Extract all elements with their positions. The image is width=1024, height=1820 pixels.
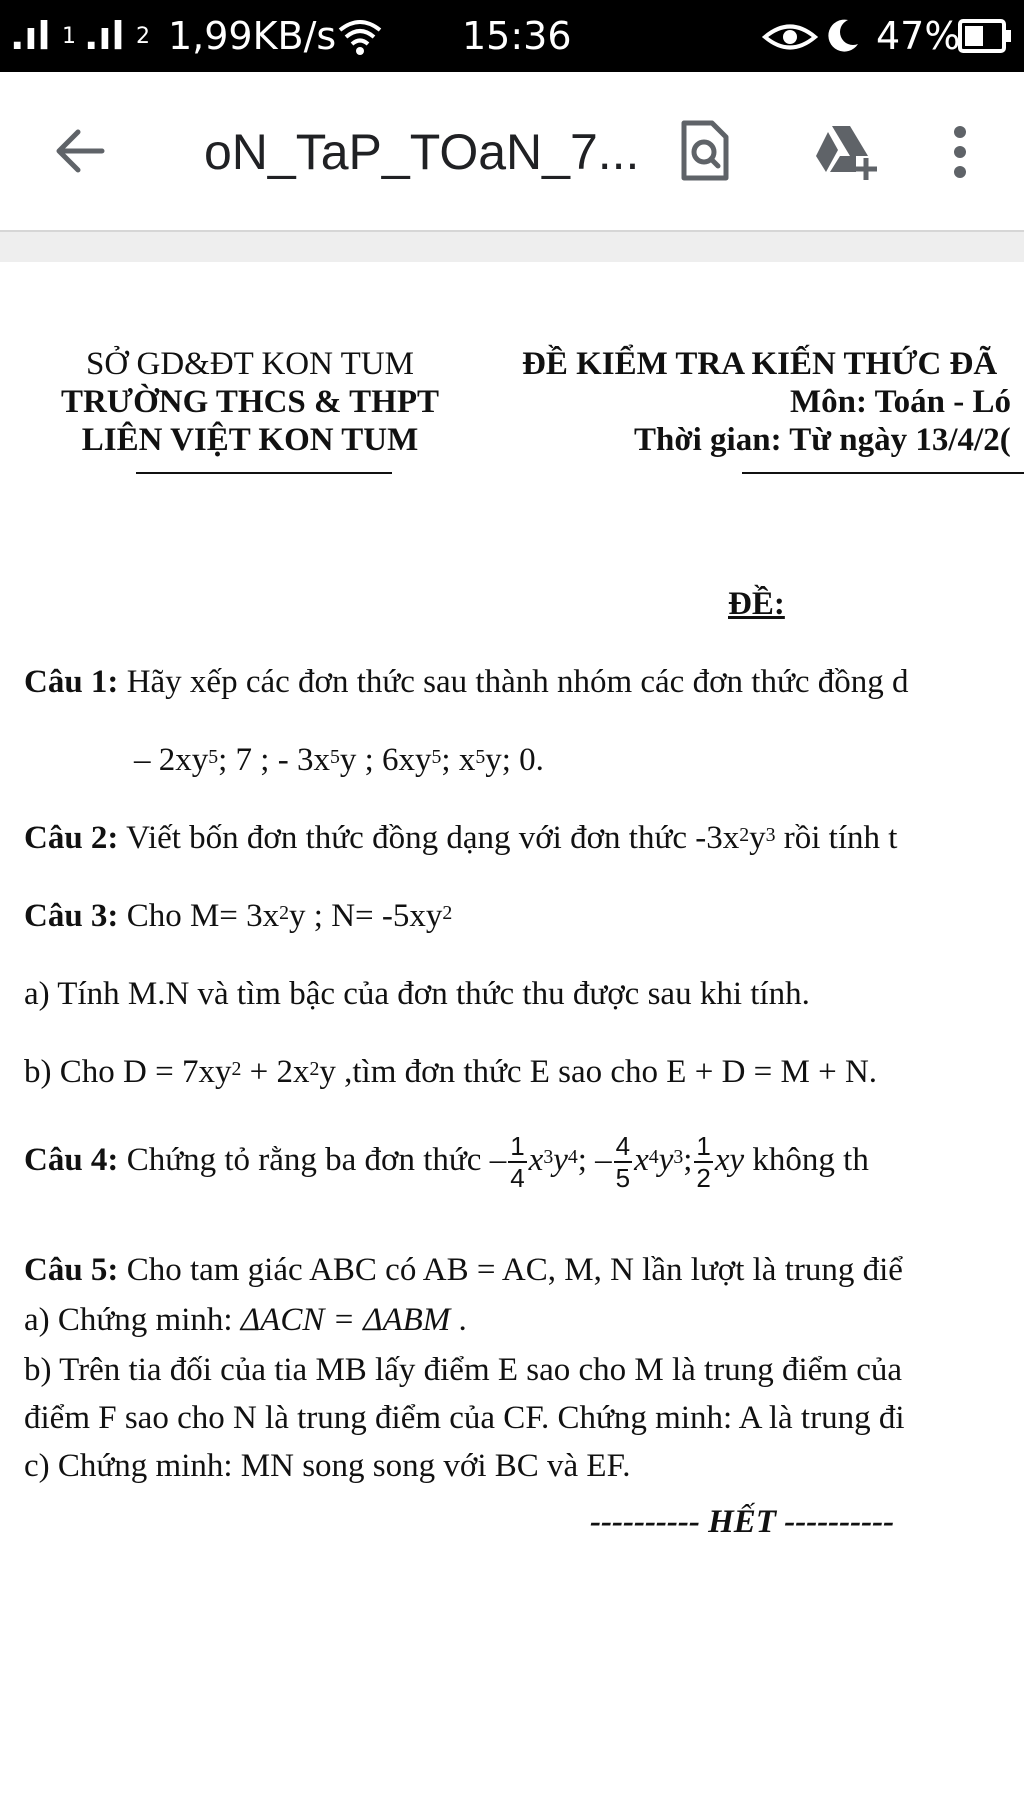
exponent: 2 — [309, 1058, 320, 1080]
monomial-e: y; 0. — [485, 742, 544, 778]
exponent: 2 — [231, 1058, 242, 1080]
battery-icon — [958, 18, 1014, 54]
fraction-numerator: 1 — [696, 1131, 711, 1162]
question-5a-text: . — [450, 1302, 467, 1338]
question-2-text: Viết bốn đơn thức đồng dạng với đơn thức -3x — [118, 820, 740, 856]
question-3-text: Cho M= 3x — [118, 898, 280, 934]
fraction-numerator: 1 — [510, 1131, 525, 1162]
variable: y — [553, 1142, 568, 1178]
moon-icon — [822, 16, 862, 56]
separator: ; — [683, 1142, 693, 1178]
question-5-label: Câu 5: — [24, 1252, 119, 1288]
battery-percent: 47% — [876, 14, 961, 58]
exponent: 5 — [329, 746, 340, 768]
eye-comfort-icon — [762, 20, 818, 54]
question-5 — [24, 1250, 903, 1290]
question-5a-text: a) Chứng minh: — [24, 1302, 241, 1338]
question-1 — [24, 662, 908, 702]
question-3a: a) Tính M.N và tìm bậc của đơn thức thu được sau khi tính. — [24, 976, 810, 1012]
monomial-a: – 2xy — [134, 742, 209, 778]
exponent: 4 — [567, 1146, 578, 1168]
document-page[interactable] — [0, 262, 1024, 1820]
toolbar-divider — [0, 232, 1024, 262]
app-bar — [0, 72, 1024, 232]
question-3b-text: + 2x — [241, 1054, 310, 1090]
question-1-label: Câu 1: — [24, 664, 119, 700]
fraction-3 — [694, 1131, 712, 1193]
header-right-underline — [742, 472, 1024, 474]
document-title: oN_TaP_TOaN_7... — [204, 124, 640, 180]
exam-heading: ĐỀ: — [728, 586, 785, 622]
question-2 — [24, 818, 897, 858]
question-5b-line1: b) Trên tia đối của tia MB lấy điểm E sao cho M là trung điểm của — [24, 1352, 902, 1388]
fraction-denominator: 2 — [696, 1163, 711, 1194]
question-3-label: Câu 3: — [24, 898, 119, 934]
exam-title: ĐỀ KIỂM TRA KIẾN THỨC ĐÃ — [522, 346, 998, 382]
variable: xy — [714, 1142, 745, 1178]
clock: 15:36 — [462, 14, 572, 58]
question-5b-line2: điểm F sao cho N là trung điểm của CF. Chứng minh: A là trung đi — [24, 1400, 905, 1436]
exponent: 3 — [765, 824, 776, 846]
fraction-denominator: 5 — [615, 1163, 631, 1194]
question-3b — [24, 1052, 877, 1092]
header-left-underline — [136, 472, 392, 474]
exponent: 5 — [431, 746, 442, 768]
variable: x — [528, 1142, 544, 1178]
variable: x — [634, 1142, 649, 1178]
sim1-label: 1 — [62, 24, 76, 49]
exponent: 2 — [739, 824, 750, 846]
question-3b-text: b) Cho D = 7xy — [24, 1054, 232, 1090]
question-5c: c) Chứng minh: MN song song với BC và EF. — [24, 1448, 631, 1484]
question-4-text: Chứng tỏ rằng ba đơn thức — [118, 1142, 490, 1178]
question-2-text: rồi tính t — [775, 820, 898, 856]
find-in-doc-icon[interactable] — [678, 118, 732, 184]
exponent: 2 — [442, 902, 453, 924]
wifi-icon — [338, 18, 382, 58]
header-school: TRƯỜNG THCS & THPT — [60, 384, 440, 420]
question-1-monomials — [134, 740, 544, 780]
question-5-text: Cho tam giác ABC có AB = AC, M, N lần lượt là trung điể — [118, 1252, 903, 1288]
drive-add-icon[interactable] — [810, 122, 880, 182]
fraction-1 — [508, 1131, 526, 1193]
question-5a — [24, 1300, 467, 1340]
exponent: 5 — [475, 746, 486, 768]
minus-sign: – — [489, 1142, 507, 1178]
question-4-label: Câu 4: — [24, 1142, 119, 1178]
exam-subject: Môn: Toán - Ló — [790, 384, 1011, 420]
question-3-text: y ; N= -5xy — [289, 898, 443, 934]
variable: y — [658, 1142, 674, 1178]
network-speed: 1,99KB/s — [168, 14, 337, 58]
back-arrow-icon[interactable] — [52, 126, 106, 176]
exponent: 2 — [279, 902, 290, 924]
exponent: 5 — [208, 746, 219, 768]
fraction-numerator: 4 — [615, 1131, 631, 1162]
header-school-name: LIÊN VIỆT KON TUM — [81, 422, 419, 458]
more-vert-icon[interactable] — [948, 124, 972, 180]
monomial-b: ; 7 ; - 3x — [218, 742, 330, 778]
math-expression: ΔACN = ΔABM — [240, 1302, 451, 1338]
sim2-label: 2 — [136, 24, 150, 49]
exponent: 3 — [543, 1146, 554, 1168]
monomial-d: ; x — [441, 742, 476, 778]
signal-icon-2: .ıl — [84, 14, 125, 58]
signal-icon: .ıl — [10, 14, 51, 58]
question-3 — [24, 896, 452, 936]
header-department: SỞ GD&ĐT KON TUM — [86, 346, 414, 382]
question-2-label: Câu 2: — [24, 820, 119, 856]
question-4-text: không th — [744, 1142, 869, 1178]
exam-time: Thời gian: Từ ngày 13/4/2( — [634, 422, 1011, 458]
exponent: 4 — [648, 1146, 659, 1168]
status-bar — [0, 0, 1024, 72]
separator: ; – — [577, 1142, 612, 1178]
question-4 — [24, 1120, 869, 1200]
question-3b-text: y ,tìm đơn thức E sao cho E + D = M + N. — [319, 1054, 878, 1090]
question-2-text: y — [749, 820, 766, 856]
fraction-denominator: 4 — [510, 1163, 525, 1194]
end-marker: ---------- HẾT ---------- — [590, 1504, 895, 1540]
exponent: 3 — [673, 1146, 684, 1168]
question-1-text: Hãy xếp các đơn thức sau thành nhóm các đơn thức đồng d — [118, 664, 909, 700]
fraction-2 — [614, 1131, 632, 1193]
monomial-c: y ; 6xy — [339, 742, 432, 778]
